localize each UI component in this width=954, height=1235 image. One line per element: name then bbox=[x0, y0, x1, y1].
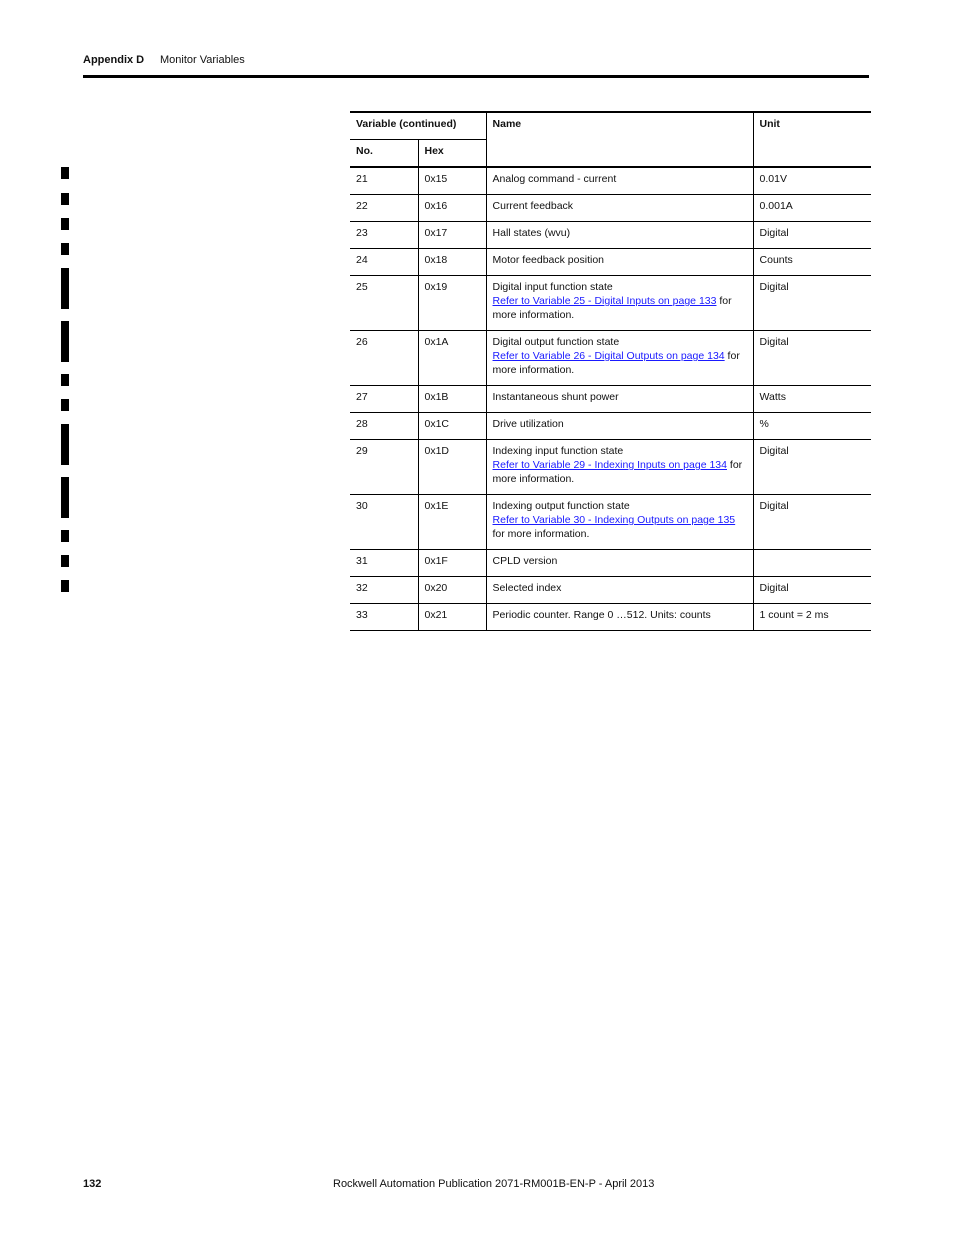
cross-reference-suffix: for more information. bbox=[492, 459, 743, 485]
variable-name-cell bbox=[486, 577, 753, 604]
variable-unit-cell: Digital bbox=[753, 440, 871, 495]
variable-hex-cell: 0x1F bbox=[418, 550, 486, 577]
table-row bbox=[350, 195, 871, 222]
variable-unit-cell bbox=[753, 550, 871, 577]
change-bar bbox=[61, 374, 69, 386]
variable-hex-cell: 0x1D bbox=[418, 440, 486, 495]
variable-name-cell bbox=[486, 604, 753, 631]
change-bar bbox=[61, 399, 69, 411]
page-header bbox=[83, 53, 869, 78]
variable-unit-cell: 0.001A bbox=[753, 195, 871, 222]
cross-reference-suffix: for more information. bbox=[492, 528, 590, 540]
appendix-label: Appendix D bbox=[83, 54, 145, 66]
variable-name: Digital output function state bbox=[492, 336, 620, 348]
table-row bbox=[350, 440, 871, 495]
variable-unit-cell: Digital bbox=[753, 331, 871, 386]
variable-hex-cell: 0x15 bbox=[418, 167, 486, 195]
variable-number-cell: 32 bbox=[350, 577, 418, 604]
variable-hex-cell: 0x21 bbox=[418, 604, 486, 631]
variable-unit-cell: 1 count = 2 ms bbox=[753, 604, 871, 631]
variable-name: Hall states (wvu) bbox=[492, 227, 571, 239]
variable-unit-cell: Counts bbox=[753, 249, 871, 276]
table-row bbox=[350, 167, 871, 195]
variable-name-cell bbox=[486, 276, 753, 331]
table-row bbox=[350, 577, 871, 604]
page-footer bbox=[83, 1177, 869, 1193]
variable-number-cell: 21 bbox=[350, 167, 418, 195]
section-title: Monitor Variables bbox=[160, 54, 245, 66]
variable-hex-cell: 0x18 bbox=[418, 249, 486, 276]
publication-info: Rockwell Automation Publication 2071-RM001B-EN-P - April 2013 bbox=[333, 1178, 655, 1190]
table-row bbox=[350, 331, 871, 386]
variable-name: Drive utilization bbox=[492, 418, 564, 430]
variable-unit-cell: Watts bbox=[753, 386, 871, 413]
variable-column-header: Variable (continued) bbox=[350, 112, 486, 140]
variable-number-cell: 24 bbox=[350, 249, 418, 276]
variable-name-cell bbox=[486, 550, 753, 577]
change-bar bbox=[61, 321, 69, 362]
variable-hex-cell: 0x1C bbox=[418, 413, 486, 440]
cross-reference-link[interactable]: Refer to Variable 29 - Indexing Inputs on page 134 bbox=[492, 459, 727, 471]
variable-hex-cell: 0x16 bbox=[418, 195, 486, 222]
variable-number-cell: 25 bbox=[350, 276, 418, 331]
variable-hex-cell: 0x1E bbox=[418, 495, 486, 550]
change-bar bbox=[61, 218, 69, 230]
table-row bbox=[350, 550, 871, 577]
variable-name-cell bbox=[486, 386, 753, 413]
change-bar bbox=[61, 477, 69, 518]
variable-name-cell bbox=[486, 249, 753, 276]
variable-unit-cell: 0.01V bbox=[753, 167, 871, 195]
change-bar bbox=[61, 193, 69, 205]
variable-name: Current feedback bbox=[492, 200, 574, 212]
cross-reference-link[interactable]: Refer to Variable 25 - Digital Inputs on page 133 bbox=[492, 295, 717, 307]
variable-number-cell: 28 bbox=[350, 413, 418, 440]
page-number: 132 bbox=[83, 1178, 102, 1190]
variable-name: Periodic counter. Range 0 …512. Units: counts bbox=[492, 609, 711, 621]
table-row bbox=[350, 276, 871, 331]
table-row bbox=[350, 249, 871, 276]
table-row bbox=[350, 222, 871, 249]
variable-unit-cell: Digital bbox=[753, 495, 871, 550]
variable-hex-cell: 0x20 bbox=[418, 577, 486, 604]
cross-reference-suffix: for more information. bbox=[492, 350, 740, 376]
variable-hex-cell: 0x17 bbox=[418, 222, 486, 249]
hex-column-header: Hex bbox=[418, 140, 486, 168]
variable-number-cell: 31 bbox=[350, 550, 418, 577]
variable-name: Indexing input function state bbox=[492, 445, 624, 457]
name-column-header: Name bbox=[486, 112, 753, 167]
change-bar bbox=[61, 167, 69, 179]
table-row bbox=[350, 495, 871, 550]
table-row bbox=[350, 413, 871, 440]
variable-name-cell bbox=[486, 167, 753, 195]
variable-number-cell: 30 bbox=[350, 495, 418, 550]
table-row bbox=[350, 386, 871, 413]
change-bars bbox=[61, 0, 69, 1235]
change-bar bbox=[61, 580, 69, 592]
table-body bbox=[350, 167, 871, 631]
table-row bbox=[350, 604, 871, 631]
variable-number-cell: 23 bbox=[350, 222, 418, 249]
variable-unit-cell: Digital bbox=[753, 276, 871, 331]
variable-hex-cell: 0x1B bbox=[418, 386, 486, 413]
variable-name-cell bbox=[486, 222, 753, 249]
variable-name-cell bbox=[486, 413, 753, 440]
variable-number-cell: 22 bbox=[350, 195, 418, 222]
variable-name: Motor feedback position bbox=[492, 254, 604, 266]
change-bar bbox=[61, 555, 69, 567]
variable-name: Indexing output function state bbox=[492, 500, 630, 512]
variable-name-cell bbox=[486, 495, 753, 550]
no-column-header: No. bbox=[350, 140, 418, 168]
variable-unit-cell: Digital bbox=[753, 222, 871, 249]
variable-hex-cell: 0x1A bbox=[418, 331, 486, 386]
variable-unit-cell: % bbox=[753, 413, 871, 440]
cross-reference-link[interactable]: Refer to Variable 30 - Indexing Outputs on page 135 bbox=[492, 514, 736, 526]
variable-name: Selected index bbox=[492, 582, 562, 594]
variable-hex-cell: 0x19 bbox=[418, 276, 486, 331]
variable-number-cell: 26 bbox=[350, 331, 418, 386]
unit-column-header: Unit bbox=[753, 112, 871, 167]
variable-name-cell bbox=[486, 195, 753, 222]
variable-name: Digital input function state bbox=[492, 281, 613, 293]
variable-number-cell: 27 bbox=[350, 386, 418, 413]
change-bar bbox=[61, 243, 69, 255]
variable-unit-cell: Digital bbox=[753, 577, 871, 604]
cross-reference-suffix: for more information. bbox=[492, 295, 732, 321]
cross-reference-link[interactable]: Refer to Variable 26 - Digital Outputs on page 134 bbox=[492, 350, 725, 362]
change-bar bbox=[61, 268, 69, 309]
variable-name-cell bbox=[486, 331, 753, 386]
variable-number-cell: 29 bbox=[350, 440, 418, 495]
variable-name: CPLD version bbox=[492, 555, 558, 567]
variable-name-cell bbox=[486, 440, 753, 495]
change-bar bbox=[61, 424, 69, 465]
variable-name: Instantaneous shunt power bbox=[492, 391, 619, 403]
variable-name: Analog command - current bbox=[492, 173, 617, 185]
variable-number-cell: 33 bbox=[350, 604, 418, 631]
monitor-variables-table bbox=[350, 111, 871, 631]
change-bar bbox=[61, 530, 69, 542]
